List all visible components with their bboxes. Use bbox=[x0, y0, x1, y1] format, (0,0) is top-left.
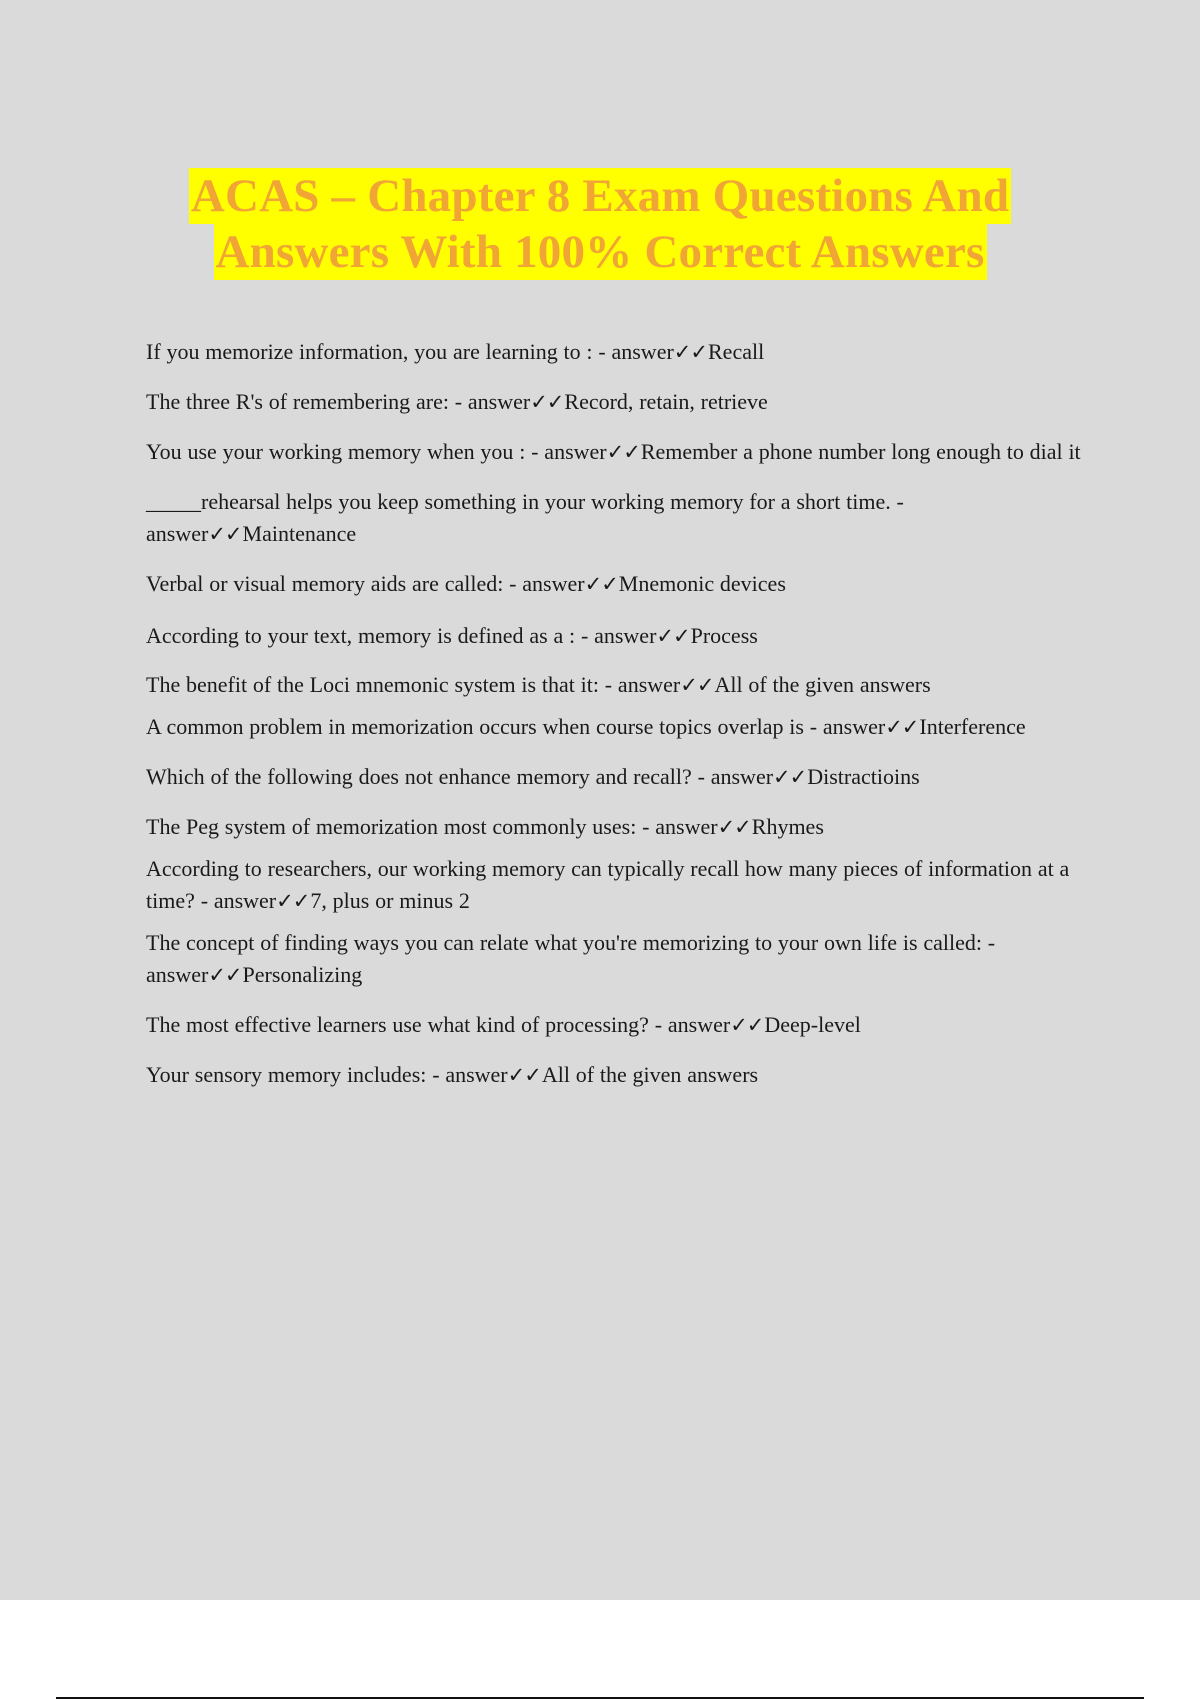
answer-text: All of the given answers bbox=[541, 1062, 759, 1087]
answer-prefix: - answer bbox=[809, 714, 886, 739]
answer-text: Deep-level bbox=[764, 1012, 861, 1037]
answer-text: Record, retain, retrieve bbox=[564, 389, 768, 414]
answer-prefix: - answer bbox=[432, 1062, 508, 1087]
answer-prefix: - answer bbox=[580, 623, 657, 648]
answer-prefix: - answer bbox=[604, 672, 681, 697]
title-line-2: Answers With 100% Correct Answers bbox=[215, 226, 985, 278]
question-text: The three R's of remembering are: bbox=[146, 389, 449, 414]
double-check-icon: ✓✓ bbox=[507, 1063, 541, 1087]
answer-text: Recall bbox=[708, 339, 765, 364]
qa-item bbox=[146, 811, 1096, 843]
answer-prefix: - answer bbox=[146, 489, 904, 546]
answer-text: Maintenance bbox=[242, 521, 357, 546]
qa-item bbox=[146, 620, 1096, 652]
question-text: A common problem in memorization occurs when course topics overlap is bbox=[146, 714, 804, 739]
question-text: The Peg system of memorization most commonly uses: bbox=[146, 814, 637, 839]
question-text: Verbal or visual memory aids are called: bbox=[146, 571, 504, 596]
question-text: The benefit of the Loci mnemonic system is that it: bbox=[146, 672, 599, 697]
question-text: The concept of finding ways you can relate what you're memorizing to your own life is called: bbox=[146, 930, 982, 955]
qa-item bbox=[146, 386, 1096, 418]
qa-item bbox=[146, 486, 1096, 550]
qa-item bbox=[146, 568, 1096, 600]
double-check-icon: ✓✓ bbox=[208, 522, 242, 546]
answer-text: 7, plus or minus 2 bbox=[310, 888, 470, 913]
question-text: Your sensory memory includes: bbox=[146, 1062, 427, 1087]
double-check-icon: ✓✓ bbox=[276, 889, 310, 913]
double-check-icon: ✓✓ bbox=[584, 572, 618, 596]
answer-text: Distractioins bbox=[807, 764, 920, 789]
answer-prefix: - answer bbox=[697, 764, 774, 789]
qa-item bbox=[146, 1009, 1096, 1041]
double-check-icon: ✓✓ bbox=[773, 765, 807, 789]
double-check-icon: ✓✓ bbox=[717, 815, 751, 839]
answer-prefix: - answer bbox=[598, 339, 674, 364]
answer-text: All of the given answers bbox=[714, 672, 931, 697]
qa-item bbox=[146, 761, 1096, 793]
question-text: According to your text, memory is defined as a : bbox=[146, 623, 576, 648]
title-line-1: ACAS – Chapter 8 Exam Questions And bbox=[190, 170, 1010, 222]
qa-item bbox=[146, 711, 1096, 743]
double-check-icon: ✓✓ bbox=[673, 340, 707, 364]
answer-text: Remember a phone number long enough to dial it bbox=[640, 439, 1081, 464]
answer-prefix: - answer bbox=[509, 571, 585, 596]
double-check-icon: ✓✓ bbox=[730, 1013, 764, 1037]
answer-text: Interference bbox=[919, 714, 1026, 739]
qa-item bbox=[146, 1059, 1096, 1091]
answer-prefix: - answer bbox=[200, 888, 277, 913]
double-check-icon: ✓✓ bbox=[530, 390, 564, 414]
qa-item bbox=[146, 927, 1096, 991]
double-check-icon: ✓✓ bbox=[208, 963, 242, 987]
double-check-icon: ✓✓ bbox=[885, 715, 919, 739]
answer-text: Personalizing bbox=[242, 962, 363, 987]
question-text: If you memorize information, you are learning to : bbox=[146, 339, 593, 364]
qa-item bbox=[146, 336, 1096, 368]
answer-prefix: - answer bbox=[146, 930, 996, 987]
double-check-icon: ✓✓ bbox=[680, 673, 714, 697]
question-text: _____rehearsal helps you keep something in your working memory for a short time. bbox=[146, 489, 891, 514]
answer-prefix: - answer bbox=[654, 1012, 731, 1037]
answer-prefix: - answer bbox=[454, 389, 531, 414]
question-text: The most effective learners use what kind of processing? bbox=[146, 1012, 649, 1037]
answer-text: Rhymes bbox=[751, 814, 824, 839]
double-check-icon: ✓✓ bbox=[606, 440, 640, 464]
answer-prefix: - answer bbox=[531, 439, 607, 464]
double-check-icon: ✓✓ bbox=[656, 624, 690, 648]
qa-item bbox=[146, 853, 1096, 917]
footer-divider bbox=[56, 1697, 1144, 1699]
qa-list bbox=[146, 336, 1096, 1091]
qa-item bbox=[146, 669, 1096, 701]
question-text: Which of the following does not enhance memory and recall? bbox=[146, 764, 692, 789]
answer-text: Mnemonic devices bbox=[618, 571, 786, 596]
answer-prefix: - answer bbox=[642, 814, 718, 839]
question-text: According to researchers, our working memory can typically recall how many pieces of information at a time? bbox=[146, 856, 1070, 913]
qa-item bbox=[146, 436, 1096, 468]
answer-text: Process bbox=[690, 623, 758, 648]
question-text: You use your working memory when you : bbox=[146, 439, 526, 464]
document-title bbox=[0, 168, 1200, 280]
